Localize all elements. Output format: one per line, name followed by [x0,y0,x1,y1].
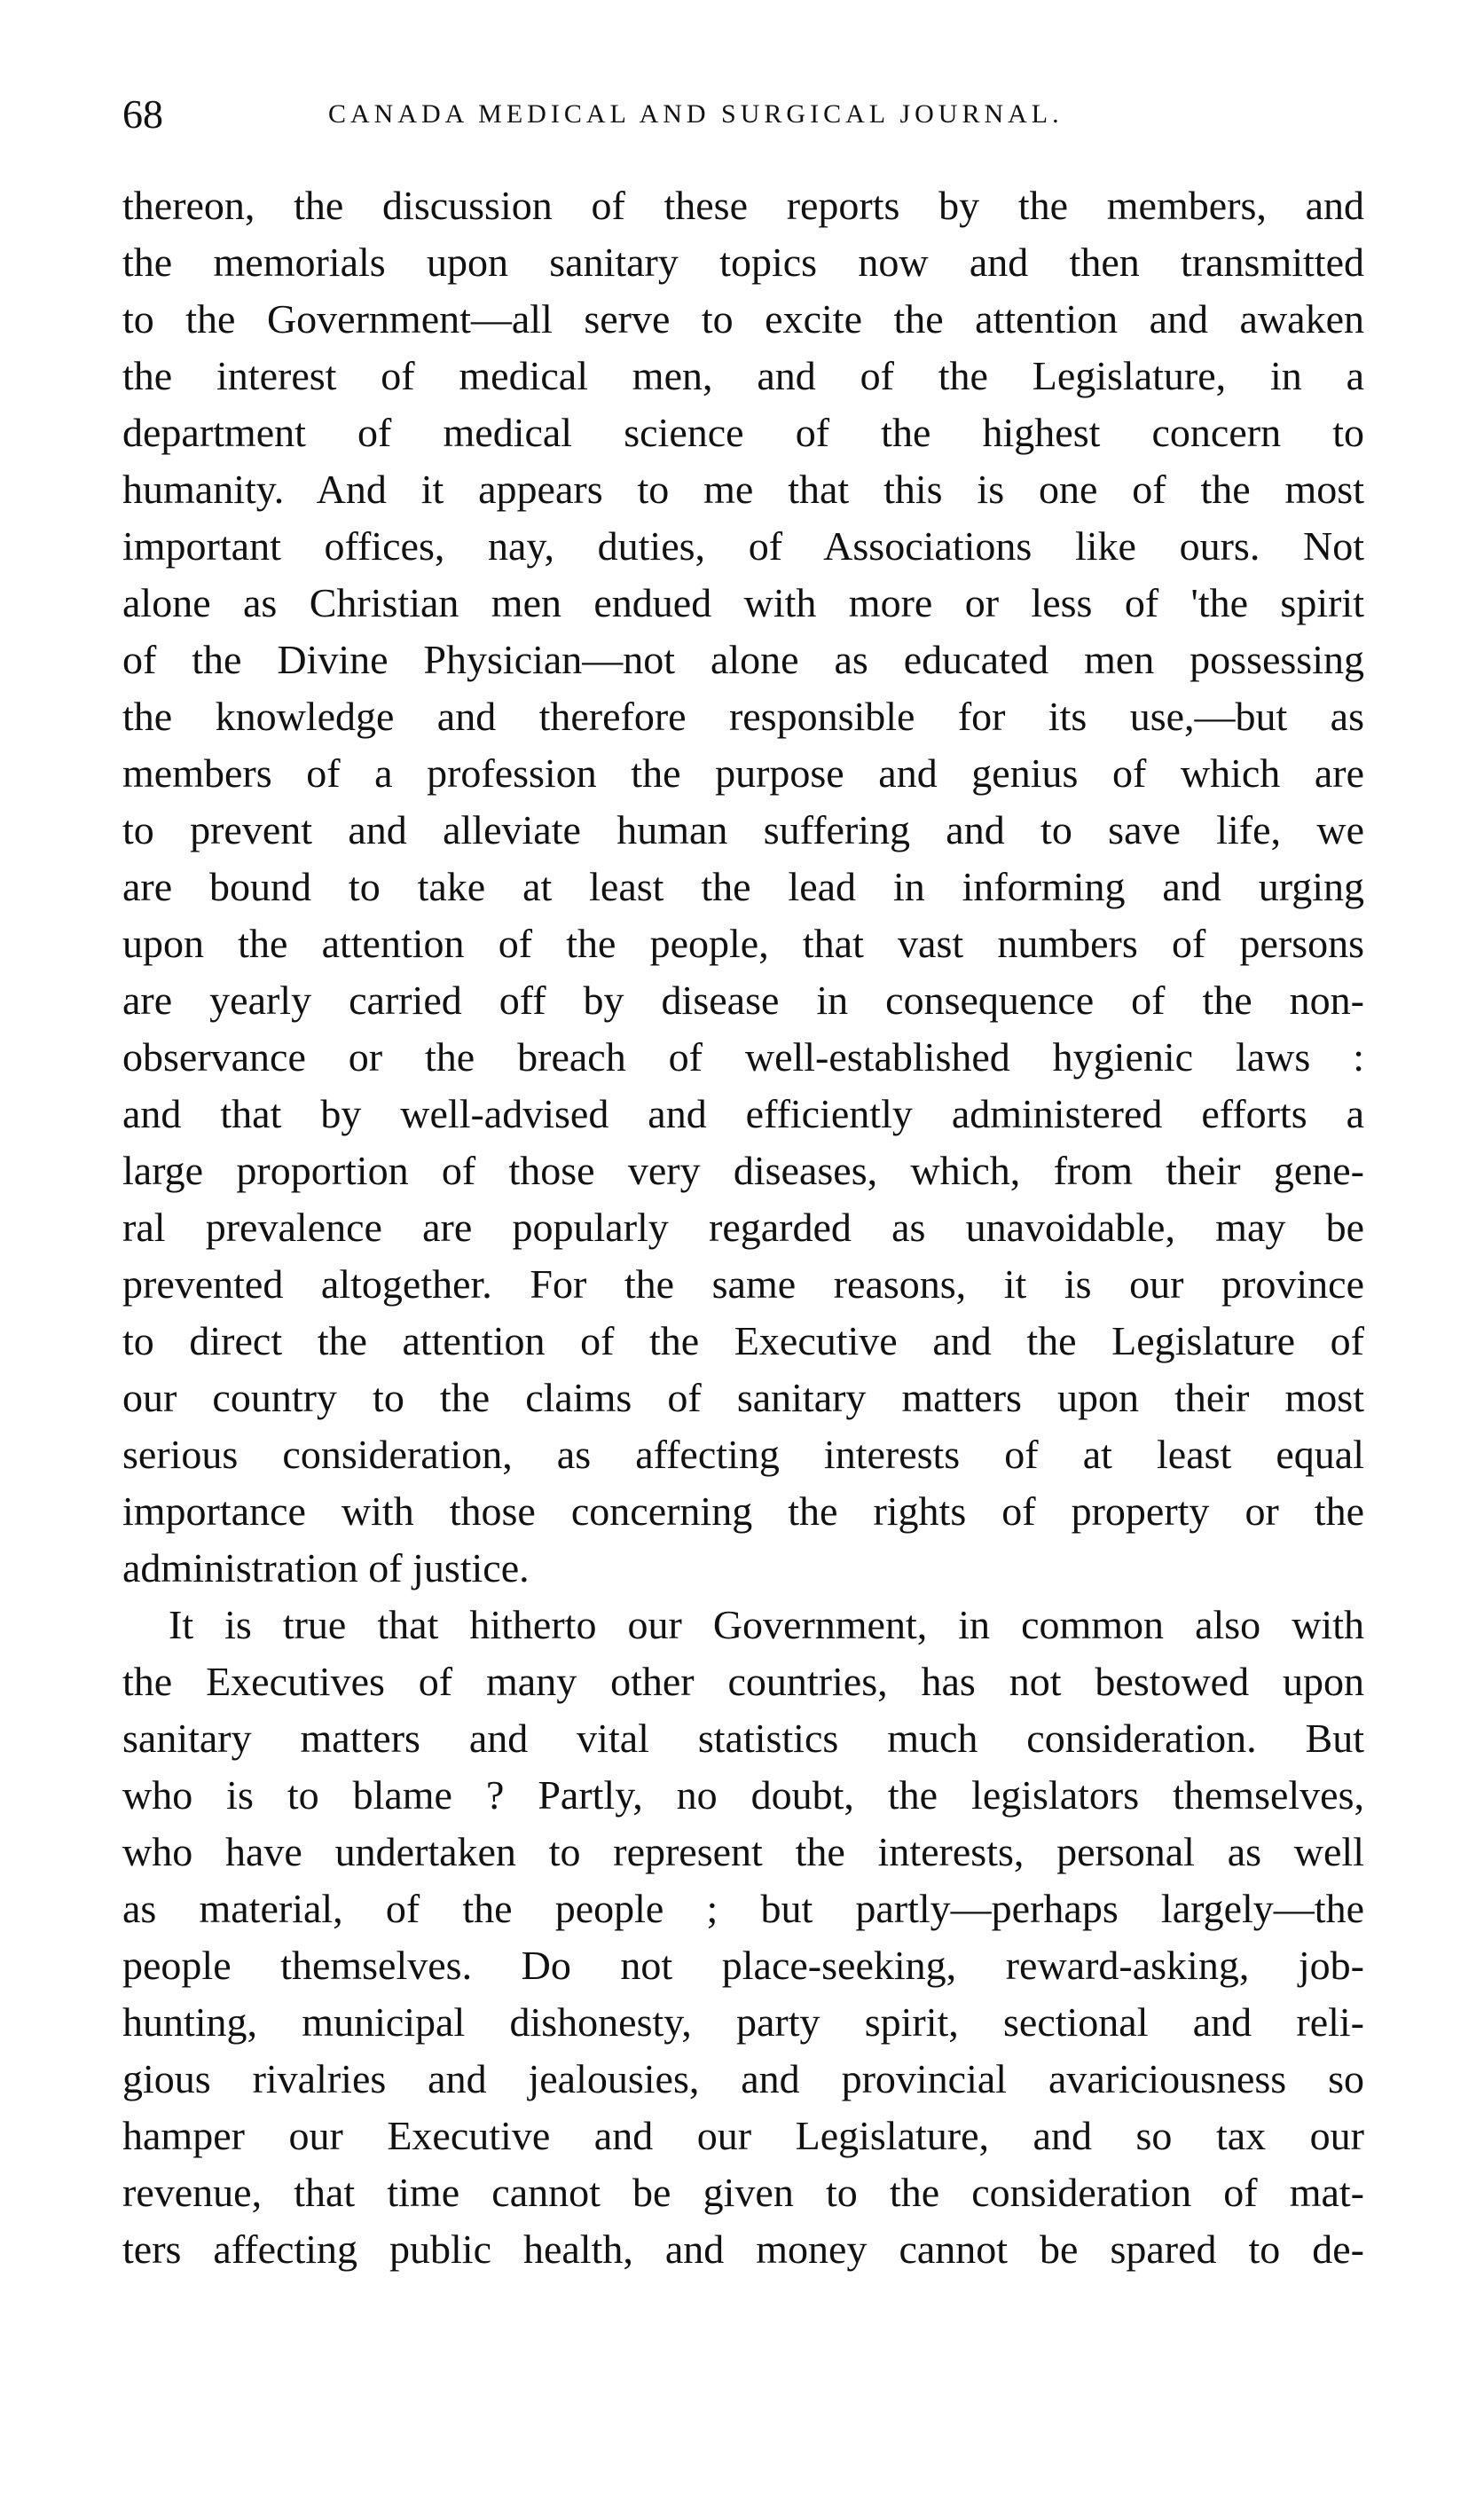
text-line: the memorials upon sanitary topics now and then transmitted [122,240,1364,285]
text-line: observance or the breach of well-established hygienic laws : [122,1034,1364,1080]
text-line: people themselves. Do not place-seeking, reward-asking, job- [122,1943,1364,1988]
text-line: who is to blame ? Partly, no doubt, the legislators themselves, [122,1772,1364,1818]
text-line: hamper our Executive and our Legislature, and so tax our [122,2113,1364,2158]
text-line: thereon, the discussion of these reports by the members, and [122,183,1364,228]
text-line: ral prevalence are popularly regarded as unavoidable, may be [122,1205,1364,1250]
text-line: to direct the attention of the Executive and the Legislature of [122,1318,1364,1363]
text-line: large proportion of those very diseases, which, from their gene- [122,1148,1364,1193]
text-line: of the Divine Physician—not alone as educated men possessing [122,637,1364,682]
text-line: members of a profession the purpose and genius of which are [122,750,1364,796]
text-line: revenue, that time cannot be given to the consideration of mat- [122,2170,1364,2215]
page-number: 68 [122,91,163,137]
text-line: alone as Christian men endued with more or less of 'the spirit [122,580,1364,625]
text-line: as material, of the people ; but partly—perhaps largely—the [122,1886,1364,1931]
text-line: to the Government—all serve to excite the attention and awaken [122,296,1364,342]
text-line: the knowledge and therefore responsible for its use,—but as [122,694,1364,739]
text-line: and that by well-advised and efficiently administered efforts a [122,1091,1364,1136]
text-line: are bound to take at least the lead in informing and urging [122,864,1364,909]
text-line: gious rivalries and jealousies, and provincial avariciousness so [122,2056,1364,2101]
text-line: are yearly carried off by disease in consequence of the non- [122,978,1364,1023]
text-line: sanitary matters and vital statistics much consideration. But [122,1716,1364,1761]
text-line: important offices, nay, duties, of Associations like ours. Not [122,523,1364,569]
text-line: who have undertaken to represent the interests, personal as well [122,1829,1364,1874]
text-line: hunting, municipal dishonesty, party spirit, sectional and reli- [122,1999,1364,2045]
text-line: upon the attention of the people, that vast numbers of persons [122,921,1364,966]
text-line: our country to the claims of sanitary matters upon their most [122,1375,1364,1420]
text-line: the Executives of many other countries, has not bestowed upon [122,1659,1364,1704]
text-line: department of medical science of the highest concern to [122,410,1364,455]
text-line: ters affecting public health, and money cannot be spared to de- [122,2226,1364,2272]
text-line: the interest of medical men, and of the Legislature, in a [122,353,1364,398]
text-line: humanity. And it appears to me that this is one of the most [122,467,1364,512]
text-line: administration of justice. [122,1545,530,1590]
text-line: importance with those concerning the rights of property or the [122,1488,1364,1534]
text-line: to prevent and alleviate human suffering and to save life, we [122,807,1364,852]
text-line: prevented altogether. For the same reasons, it is our province [122,1261,1364,1307]
body-text [122,177,1364,2278]
page-header [122,90,1364,144]
running-head: CANADA MEDICAL AND SURGICAL JOURNAL. [328,99,1064,129]
text-line: serious consideration, as affecting interests of at least equal [122,1432,1364,1477]
text-line: It is true that hitherto our Government, in common also with [169,1602,1364,1647]
